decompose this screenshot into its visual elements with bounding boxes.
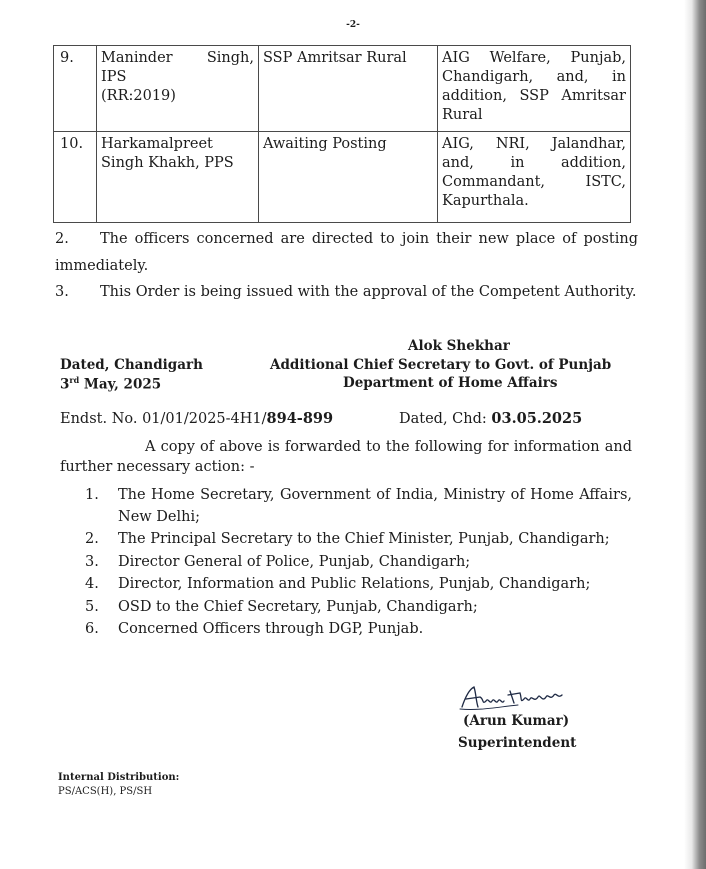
forward-text: A copy of above is forwarded to the following for information and further necessary action: - [60,439,632,475]
table-row [54,46,631,132]
date-rest: May, 2025 [79,376,162,393]
table-row [54,132,631,223]
serial-cell: 10. [54,132,97,223]
date-day: 3 [60,376,70,393]
item-number: 6. [85,621,99,637]
superintendent-designation: Superintendent [458,735,577,751]
item-text: Concerned Officers through DGP, Punjab. [118,621,424,637]
paragraph-text: The officers concerned are directed to join their new place of posting immediately. [55,231,638,274]
postings-table [53,45,631,223]
item-number: 2. [85,531,99,547]
order-date [60,375,161,393]
officer-name-cell [97,132,259,223]
item-text: The Principal Secretary to the Chief Minister, Punjab, Chandigarh; [118,531,610,547]
item-text: Director General of Police, Punjab, Chandigarh; [118,553,471,570]
name-line: Harkamalpreet [101,136,213,152]
present-posting-cell: SSP Amritsar Rural [259,46,438,132]
signatory-name: Alok Shekhar [408,338,510,354]
signatory-department: Department of Home Affairs [343,375,558,391]
paragraph-number: 3. [55,284,69,300]
list-item [85,485,632,528]
item-number: 5. [85,598,99,615]
posting-line: Kapurthala. [442,193,529,209]
recipients-list [85,485,632,642]
posting-line: AIG, NRI, Jalandhar, [442,136,626,152]
item-number: 4. [85,576,99,592]
scan-edge-shadow [684,0,706,869]
serial-cell: 9. [54,46,97,132]
posting-line: and, in addition, [442,155,626,171]
paragraph-2 [55,226,638,280]
endorsement-number [60,410,333,427]
internal-distribution-label: Internal Distribution: [58,772,180,783]
name-line: Maninder Singh, [101,50,254,66]
endorsement-date [399,410,582,427]
list-item [85,597,632,619]
present-posting-cell: Awaiting Posting [259,132,438,223]
item-text: OSD to the Chief Secretary, Punjab, Chandigarh; [118,598,478,615]
handwritten-signature [458,683,570,713]
new-posting-cell [438,132,631,223]
endst-prefix: Endst. No. 01/01/2025-4H1/ [60,411,267,427]
page-number: -2- [346,20,360,30]
list-item [85,619,632,641]
list-item [85,529,632,551]
endst-date-value: 03.05.2025 [491,410,583,427]
list-item [85,552,632,574]
list-item [85,574,632,596]
officer-name-cell [97,46,259,132]
name-line: Singh Khakh, PPS [101,155,234,171]
posting-line: Commandant, ISTC, [442,174,626,190]
signatory-designation: Additional Chief Secretary to Govt. of Punjab [270,357,612,373]
posting-line: Chandigarh, and, in [442,69,626,85]
paragraph-3 [55,279,638,306]
new-posting-cell [438,46,631,132]
paragraph-number: 2. [55,231,69,247]
internal-distribution-list: PS/ACS(H), PS/SH [58,786,153,797]
item-number: 1. [85,487,99,503]
paragraph-text: This Order is being issued with the approval of the Competent Authority. [100,284,637,300]
item-text: Director, Information and Public Relations, Punjab, Chandigarh; [118,576,591,592]
endst-range: 894-899 [266,410,334,427]
item-number: 3. [85,553,99,570]
posting-line: AIG Welfare, Punjab, [442,50,626,66]
name-line: (RR:2019) [101,88,176,104]
superintendent-name: (Arun Kumar) [463,713,570,729]
dated-label: Dated, Chandigarh [60,357,203,373]
name-line: IPS [101,69,127,85]
item-text: The Home Secretary, Government of India, Ministry of Home Affairs, New Delhi; [118,487,632,525]
posting-line: Rural [442,107,483,123]
endst-date-label: Dated, Chd: [399,411,492,427]
posting-line: addition, SSP Amritsar [442,88,626,104]
date-suffix: rd [69,375,80,385]
